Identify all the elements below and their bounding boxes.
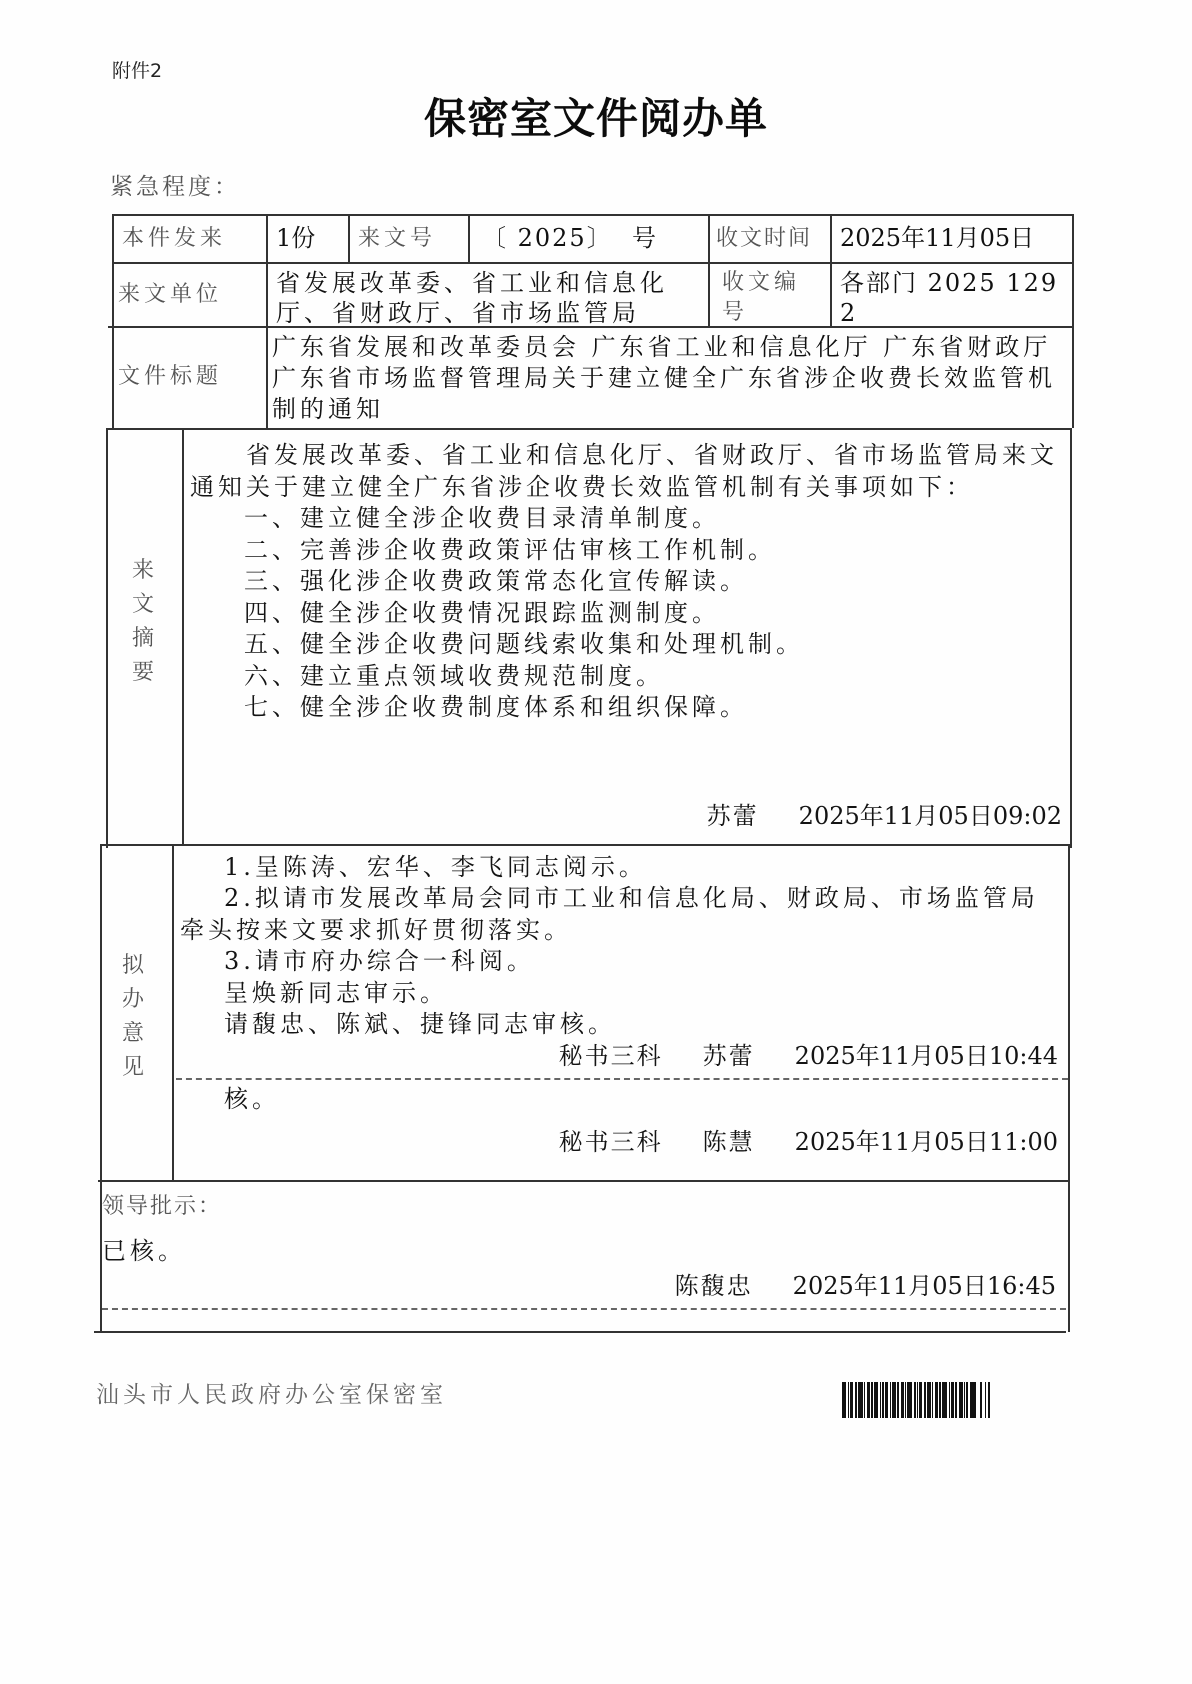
doc-no-label: 来文号 [358,226,437,251]
row-divider [106,428,1072,430]
summary-label-char: 摘 [131,626,154,651]
summary-signed-at: 2025年11月05日09:02 [798,802,1062,830]
proposal-signature-1 [559,1040,1058,1073]
row-divider [112,262,1072,264]
table-border [106,428,108,848]
proposal-signer-1: 苏蕾 [702,1042,755,1070]
col-divider [708,214,710,326]
leader-label: 领导批示： [102,1194,223,1219]
proposal-label-char: 见 [121,1055,144,1080]
proposal-label-char: 办 [121,987,144,1012]
office-name: 汕头市人民政府办公室保密室 [96,1382,447,1408]
col-divider [172,844,174,1180]
summary-label [128,554,158,690]
col-divider [468,214,470,262]
sender-value: 省发展改革委、省工业和信息化厅、省财政厅、省市场监管局 [276,269,668,327]
proposal-signature-2 [559,1126,1058,1159]
page-title-text: 保密室文件阅办单 [423,94,768,143]
summary-signer: 苏蕾 [706,802,759,830]
reading-form-table [88,214,1084,1332]
dashed-separator [102,1308,1066,1310]
doc-no-value: 〔 2025〕 号 [482,224,658,252]
summary-label-char: 要 [131,660,154,685]
proposal-signed-at-2: 2025年11月05日11:00 [794,1128,1058,1156]
table-border [112,214,114,428]
proposal-line: 呈焕新同志审示。 [224,979,448,1007]
proposal-label [118,949,148,1085]
col-divider [182,428,184,846]
row-divider [98,1180,1068,1182]
col-divider [348,214,350,262]
sender-label: 来文单位 [118,282,223,307]
summary-item: 二、完善涉企收费政策评估审核工作机制。 [244,535,776,564]
summary-signature [707,800,1062,833]
leader-signer: 陈馥忠 [674,1272,753,1300]
proposal-line: 2.拟请市发展改革局会同市工业和信息化局、财政局、市场监管局牵头按来文要求抓好贯彻落实。 [180,884,1039,944]
receipt-no-label: 收文编号 [722,270,801,325]
copies-label: 本件发来 [122,226,227,251]
summary-intro: 省发展改革委、省工业和信息化厅、省财政厅、省市场监管局来文通知关于建立健全广东省涉企收费长效监管机制有关事项如下： [190,441,1058,501]
review-text: 核。 [224,1085,280,1113]
table-border [1068,844,1070,1332]
leader-signed-at: 2025年11月05日16:45 [792,1272,1056,1300]
received-time-value: 2025年11月05日 [840,224,1035,252]
row-divider [102,844,1070,846]
urgency-label: 紧急程度： [110,174,240,200]
proposal-signed-at-1: 2025年11月05日10:44 [794,1042,1058,1070]
proposal-label-char: 意 [121,1021,144,1046]
summary-label-char: 来 [131,558,154,583]
attachment-label: 附件2 [112,60,163,82]
leader-comment: 已核。 [102,1237,186,1265]
col-divider [830,214,832,326]
proposal-label-char: 拟 [121,953,144,978]
proposal-line: 1.呈陈涛、宏华、李飞同志阅示。 [224,853,647,881]
page-title [0,86,1192,146]
summary-item: 一、建立健全涉企收费目录清单制度。 [244,504,720,532]
summary-label-char: 文 [131,592,154,617]
summary-item: 五、健全涉企收费问题线索收集和处理机制。 [244,630,804,658]
proposal-line: 请馥忠、陈斌、捷锋同志审核。 [224,1010,616,1038]
proposal-signer-2: 陈慧 [702,1128,755,1156]
proposal-dept-2: 秘书三科 [558,1128,663,1156]
table-border [112,214,1072,216]
table-border [1070,428,1072,848]
barcode-icon [842,1382,1018,1418]
leader-signature [675,1270,1056,1303]
doc-title-label: 文件标题 [118,364,223,389]
copies-value: 1份 [276,224,316,252]
receipt-no-value: 各部门 2025 1292 [840,269,1059,327]
proposal-dept-1: 秘书三科 [558,1042,663,1070]
summary-item: 七、健全涉企收费制度体系和组织保障。 [244,693,748,721]
summary-item: 四、健全涉企收费情况跟踪监测制度。 [244,598,720,627]
proposal-line: 3.请市府办综合一科阅。 [224,947,535,975]
summary-item: 三、强化涉企收费政策常态化宣传解读。 [244,567,748,595]
summary-item: 六、建立重点领域收费规范制度。 [244,661,664,690]
doc-title-value: 广东省发展和改革委员会 广东省工业和信息化厅 广东省财政厅 广东省市场监督管理局关于建立健全广东省涉企收费长效监管机制的通知 [272,333,1056,423]
received-time-label: 收文时间 [716,226,813,251]
table-border [1072,214,1074,428]
summary-items [244,503,804,724]
table-border [94,1331,1066,1333]
col-divider [266,214,268,428]
dashed-separator [176,1078,1068,1080]
